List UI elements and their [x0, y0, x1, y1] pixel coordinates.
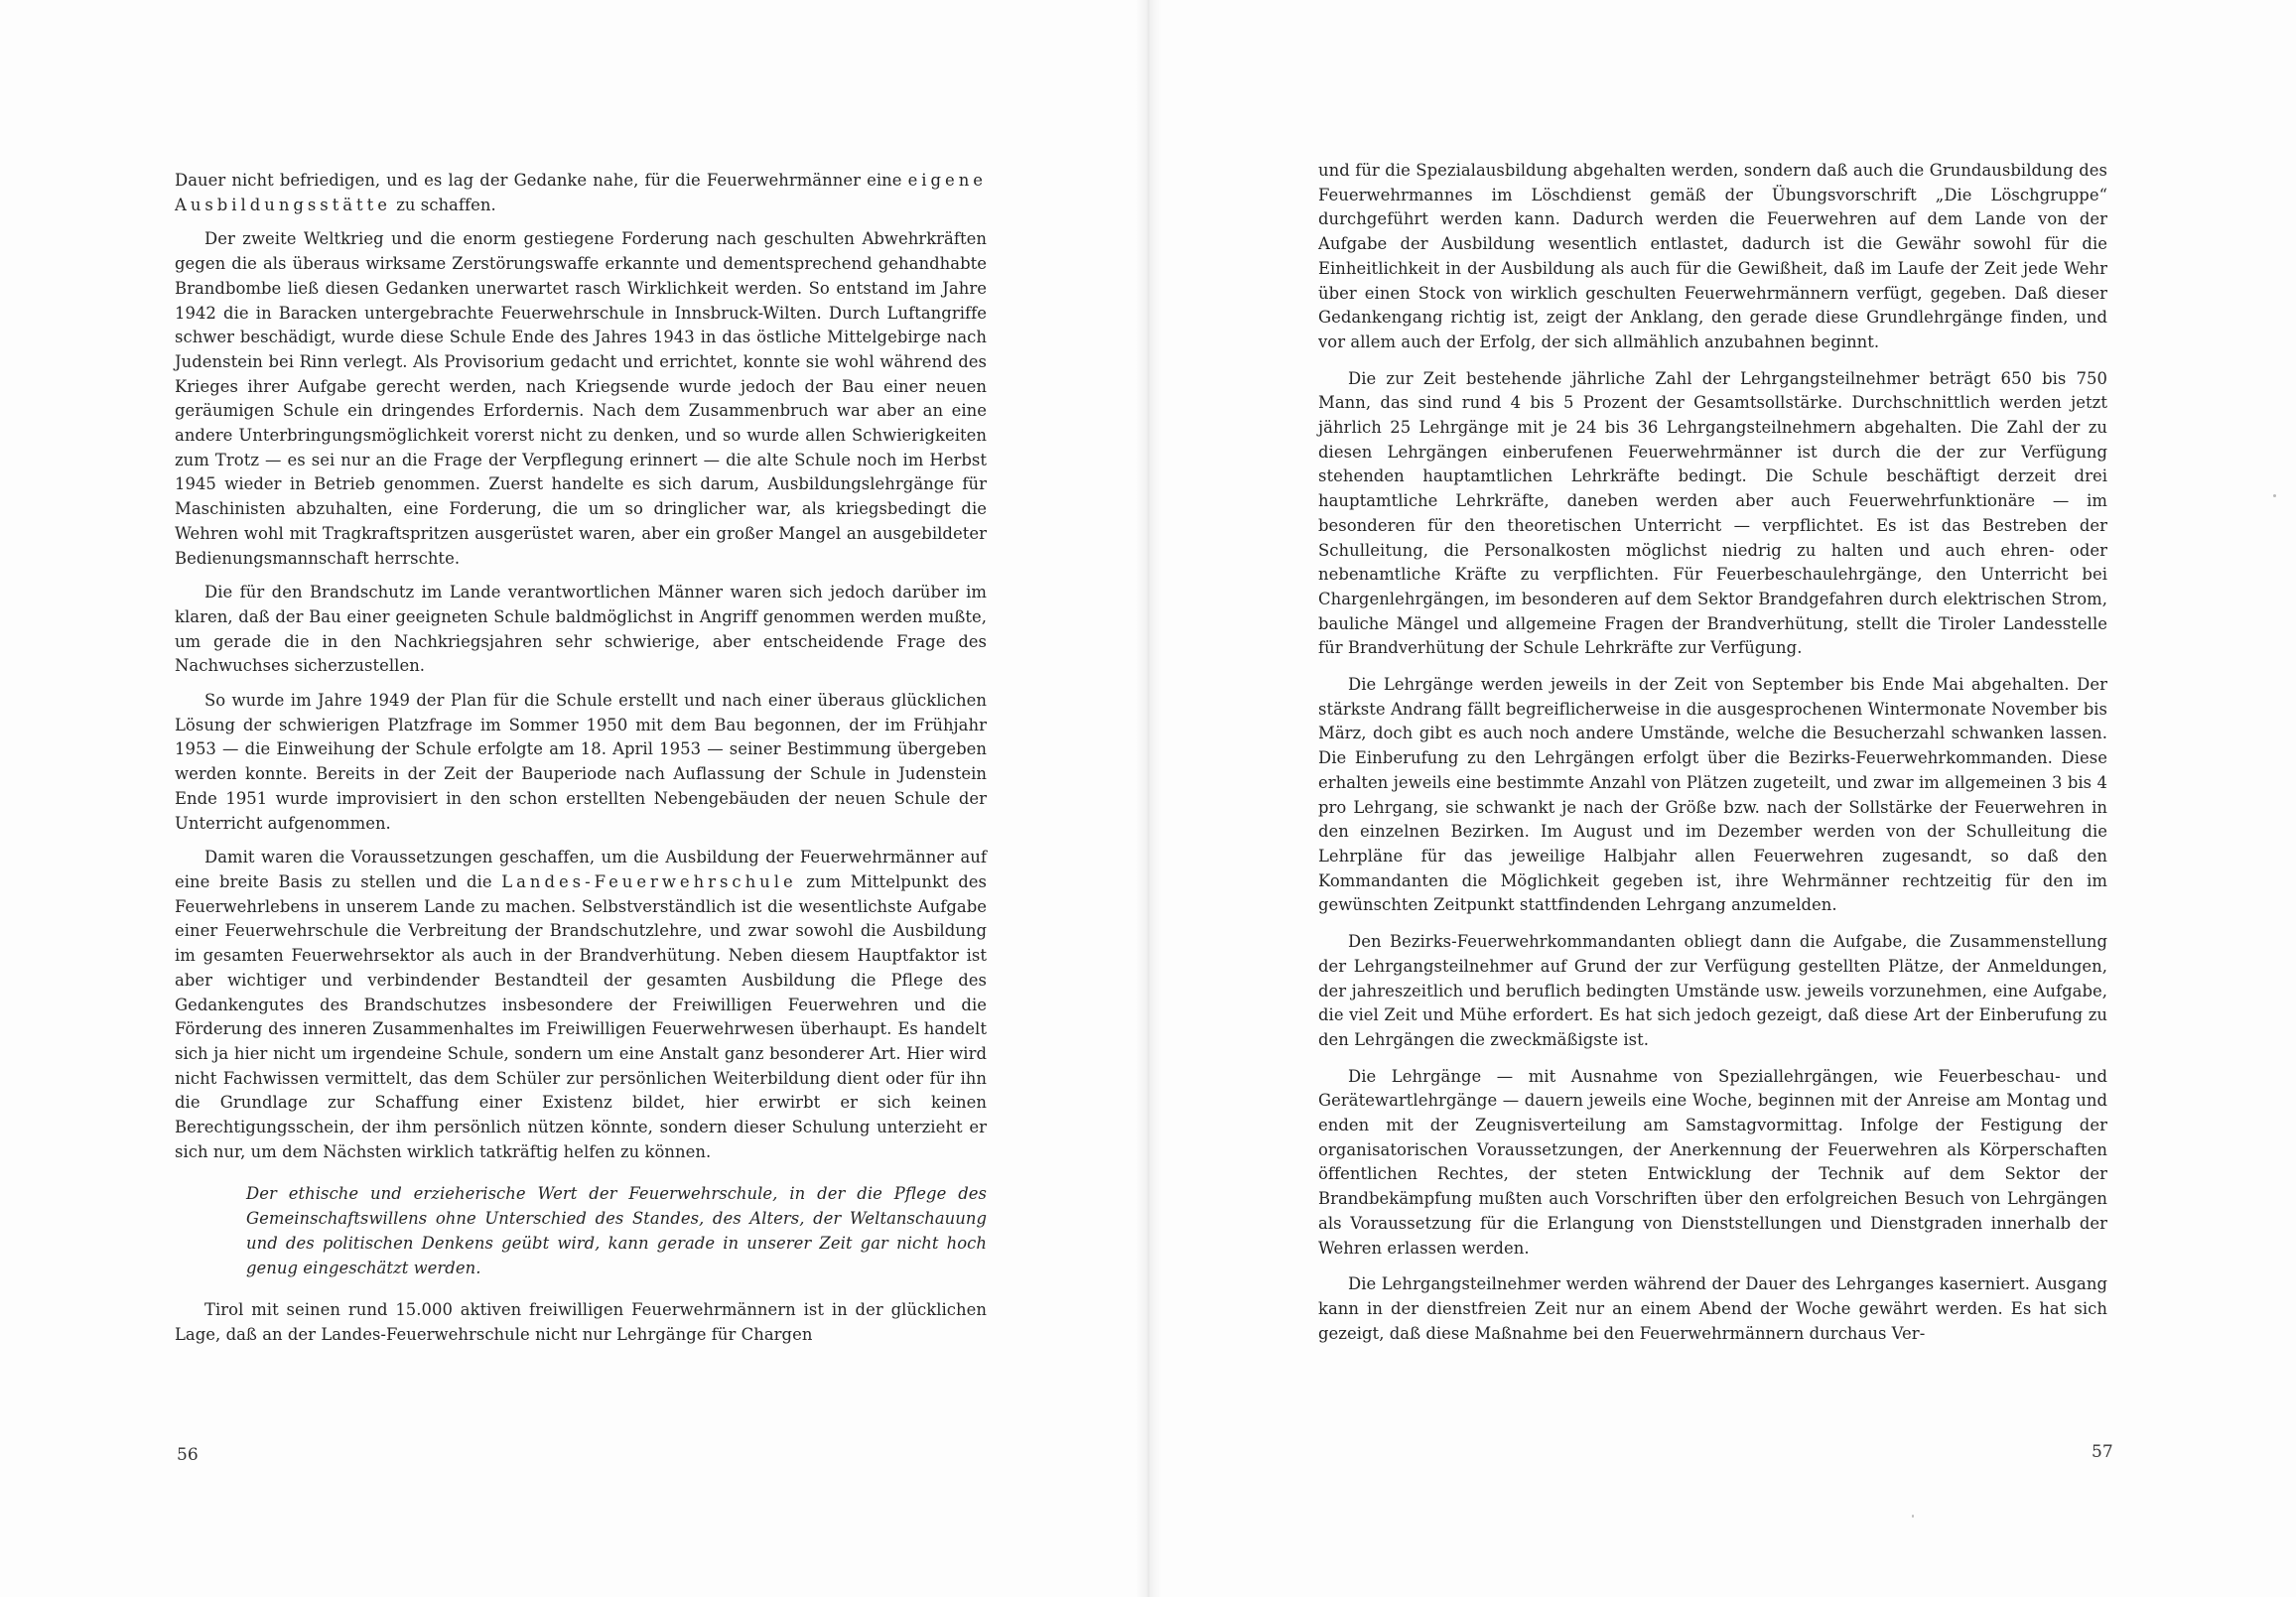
paper-speck [2273, 494, 2276, 497]
page-number-right: 57 [2092, 1442, 2113, 1462]
right-paragraph-2: Die zur Zeit bestehende jährliche Zahl der Lehrgangsteilnehmer beträgt 650 bis 750 Mann, das sind rund 4 bis 5 Prozent der Gesamtsollstärke. Durchschnittlich werden jetzt jährlich 25 Lehrgänge mit je 24 bis 36 Lehrgangsteilnehmern abgehalten. Die Zahl der zu diesen Lehrgängen einberufenen Feuerwehrmänner ist durch die der zur Verfügung stehenden hauptamtlichen Lehrkräfte bedingt. Die Schule beschäftigt derzeit drei hauptamtliche Lehrkräfte, daneben werden aber auch Feuerwehrfunktionäre — im besonderen für den theoretischen Unterricht — verpflichtet. Es ist das Bestreben der Schulleitung, die Personalkosten möglichst niedrig zu halten und auch ehren- oder nebenamtliche Kräfte zu verpflichten. Für Feuerbeschaulehrgänge, den Unterricht bei Chargenlehrgängen, im besonderen auf dem Sektor Brandgefahren durch elektrischen Strom, bauliche Mängel und allgemeine Fragen der Brandverhütung, stellt die Tiroler Landesstelle für Brandverhütung der Schule Lehrkräfte zur Verfügung. [1318, 368, 2107, 658]
right-paragraph-4: Den Bezirks-Feuerwehrkommandanten obliegt dann die Aufgabe, die Zusammenstellung der Lehrgangsteilnehmer auf Grund der zur Verfügung gestellten Plätze, der Anmeldungen, der jahreszeitlich und beruflich bedingten Umstände usw. jeweils vorzunehmen, eine Aufgabe, die viel Zeit und Mühe erfordert. Es hat sich jedoch gezeigt, daß diese Art der Einberufung zu den Lehrgängen die zweckmäßigste ist. [1318, 932, 2107, 1049]
spaced-emphasis: eigene Ausbildungsstätte [175, 171, 987, 214]
left-paragraph-1: Dauer nicht befriedigen, und es lag der Gedanke nahe, für die Feuerwehrmänner eine eigene Ausbildungsstätte zu schaffen. [175, 171, 987, 214]
right-page-text [1318, 159, 2107, 1358]
right-paragraph-5: Die Lehrgänge — mit Ausnahme von Speziallehrgängen, wie Feuerbeschau- und Gerätewartlehrgänge — dauern jeweils eine Woche, beginnen mit der Anreise am Montag und enden mit der Zeugnisverteilung am Samstagvormittag. Infolge der Festigung der organisatorischen Voraussetzungen, der Anerkennung der Feuerwehren als Körperschaften öffentlichen Rechtes, der steten Entwicklung der Technik auf dem Sektor der Brandbekämpfung mußten auch Vorschriften über den erfolgreichen Besuch von Lehrgängen als Voraussetzung für die Erlangung von Dienststellungen und Dienstgraden innerhalb der Wehren erlassen werden. [1318, 1066, 2107, 1258]
paper-speck [1912, 1515, 1914, 1518]
book-gutter [1136, 0, 1161, 1597]
right-page [1148, 0, 2296, 1597]
left-paragraph-5: Damit waren die Voraussetzungen geschaffen, um die Ausbildung der Feuerwehrmänner auf eine breite Basis zu stellen und die Landes-Feuerwehrschule zum Mittelpunkt des Feuerwehrlebens in unserem Lande zu machen. Selbstverständlich ist die wesentlichste Aufgabe einer Feuerwehrschule die Verbreitung der Brandschutzlehre, und zwar sowohl die Ausbildung im gesamten Feuerwehrsektor als auch in der Brandverhütung. Neben diesem Hauptfaktor ist aber wichtiger und verbindender Bestandteil der gesamten Ausbildung die Pflege des Gedankengutes des Brandschutzes insbesondere der Freiwilligen Feuerwehren und die Förderung des inneren Zusammenhaltes im Freiwilligen Feuerwehrwesen überhaupt. Es handelt sich ja hier nicht um irgendeine Schule, sondern um eine Anstalt ganz besonderer Art. Hier wird nicht Fachwissen vermittelt, das dem Schüler zur persönlichen Weiterbildung dient oder für ihn die Grundlage zur Schaffung einer Existenz bildet, hier erwirbt er sich keinen Berechtigungsschein, der ihm persönlich nützen könnte, sondern dieser Schulung unterzieht er sich nur, um dem Nächsten wirklich tatkräftig helfen zu können. [175, 848, 987, 1161]
left-paragraph-closing: Tirol mit seinen rund 15.000 aktiven freiwilligen Feuerwehrmännern ist in der glücklichen Lage, daß an der Landes-Feuerwehrschule nicht nur Lehrgänge für Chargen [175, 1300, 987, 1344]
left-paragraph-3: Die für den Brandschutz im Lande verantwortlichen Männer waren sich jedoch darüber im klaren, daß der Bau einer geeigneten Schule baldmöglichst in Angriff genommen werden mußte, um gerade die in den Nachkriegsjahren sehr schwierige, aber entscheidende Frage des Nachwuchses sicherzustellen. [175, 583, 987, 676]
right-paragraph-3: Die Lehrgänge werden jeweils in der Zeit von September bis Ende Mai abgehalten. Der stärkste Andrang fällt begreiflicherweise in die ausgesprochenen Wintermonate November bis März, doch gibt es auch noch andere Umstände, welche die Besucherzahl schwanken lassen. Die Einberufung zu den Lehrgängen erfolgt über die Bezirks-Feuerwehrkommanden. Diese erhalten jeweils eine bestimmte Anzahl von Plätzen zugeteilt, und zwar im allgemeinen 3 bis 4 pro Lehrgang, sie schwankt je nach der Größe bzw. nach der Sollstärke der Feuerwehren in den einzelnen Bezirken. Im August und im Dezember werden von der Schulleitung die Lehrpläne für das jeweilige Halbjahr allen Feuerwehren zugesandt, so daß den Kommandanten die Möglichkeit gegeben ist, ihre Wehrmänner rechtzeitig für den im gewünschten Zeitpunkt stattfindenden Lehrgang anzumelden. [1318, 675, 2107, 915]
italic-quote: Der ethische und erzieherische Wert der Feuerwehrschule, in der die Pflege des Gemeinschaftswillens ohne Unterschied des Standes, des Alters, der Weltanschauung und des politischen Denkens geübt wird, kann gerade in unserer Zeit gar nicht hoch genug eingeschätzt werden. [246, 1184, 987, 1277]
left-page-text [175, 169, 987, 1358]
spaced-emphasis: Landes-Feuerwehrschule [501, 871, 797, 891]
page-number-left: 56 [177, 1445, 199, 1465]
right-paragraph-6: Die Lehrgangsteilnehmer werden während der Dauer des Lehrganges kaserniert. Ausgang kann in der dienstfreien Zeit nur an einem Abend der Woche gewährt werden. Es hat sich gezeigt, daß diese Maßnahme bei den Feuerwehrmännern durchaus Ver- [1318, 1274, 2107, 1343]
left-paragraph-2: Der zweite Weltkrieg und die enorm gestiegene Forderung nach geschulten Abwehrkräften gegen die als überaus wirksame Zerstörungswaffe erkannte und dementsprechend gehandhabte Brandbombe ließ diesen Gedanken unerwartet rasch Wirklichkeit werden. So entstand im Jahre 1942 die in Baracken untergebrachte Feuerwehrschule in Innsbruck-Wilten. Durch Luftangriffe schwer beschädigt, wurde diese Schule Ende des Jahres 1943 in das östliche Mittelgebirge nach Judenstein bei Rinn verlegt. Als Provisorium gedacht und errichtet, konnte sie wohl während des Krieges ihrer Aufgabe gerecht werden, nach Kriegsende wurde jedoch der Bau einer neuen geräumigen Schule ein dringendes Erfordernis. Nach dem Zusammenbruch war aber an eine andere Unterbringungsmöglichkeit vorerst nicht zu denken, und so wurde allen Schwierigkeiten zum Trotz — es sei nur an die Frage der Verpflegung erinnert — die alte Schule noch im Herbst 1945 wieder in Betrieb genommen. Zuerst handelte es sich darum, Ausbildungslehrgänge für Maschinisten abzuhalten, eine Forderung, die um so dringlicher war, als kriegsbedingt die Wehren wohl mit Tragkraftspritzen ausgerüstet waren, aber ein großer Mangel an ausgebildeter Bedienungsmannschaft herrschte. [175, 229, 987, 568]
right-paragraph-1: und für die Spezialausbildung abgehalten werden, sondern daß auch die Grundausbildung des Feuerwehrmannes im Löschdienst gemäß der Übungsvorschrift „Die Löschgruppe“ durchgeführt werden kann. Dadurch werden die Feuerwehren auf dem Lande von der Aufgabe der Ausbildung wesentlich entlastet, dadurch ist die Gewähr sowohl für die Einheitlichkeit in der Ausbildung als auch für die Gewißheit, daß im Laufe der Zeit jede Wehr über einen Stock von wirklich geschulten Feuerwehrmännern verfügt, gegeben. Daß dieser Gedankengang richtig ist, zeigt der Anklang, den gerade diese Grundlehrgänge finden, und vor allem auch der Erfolg, der sich allmählich anzubahnen beginnt. [1318, 161, 2107, 351]
left-paragraph-4: So wurde im Jahre 1949 der Plan für die Schule erstellt und nach einer überaus glücklichen Lösung der schwierigen Platzfrage im Sommer 1950 mit dem Bau begonnen, der im Frühjahr 1953 — die Einweihung der Schule erfolgte am 18. April 1953 — seiner Bestimmung übergeben werden konnte. Bereits in der Zeit der Bauperiode nach Auflassung der Schule in Judenstein Ende 1951 wurde improvisiert in den schon erstellten Nebengebäuden der neuen Schule der Unterricht aufgenommen. [175, 691, 987, 833]
